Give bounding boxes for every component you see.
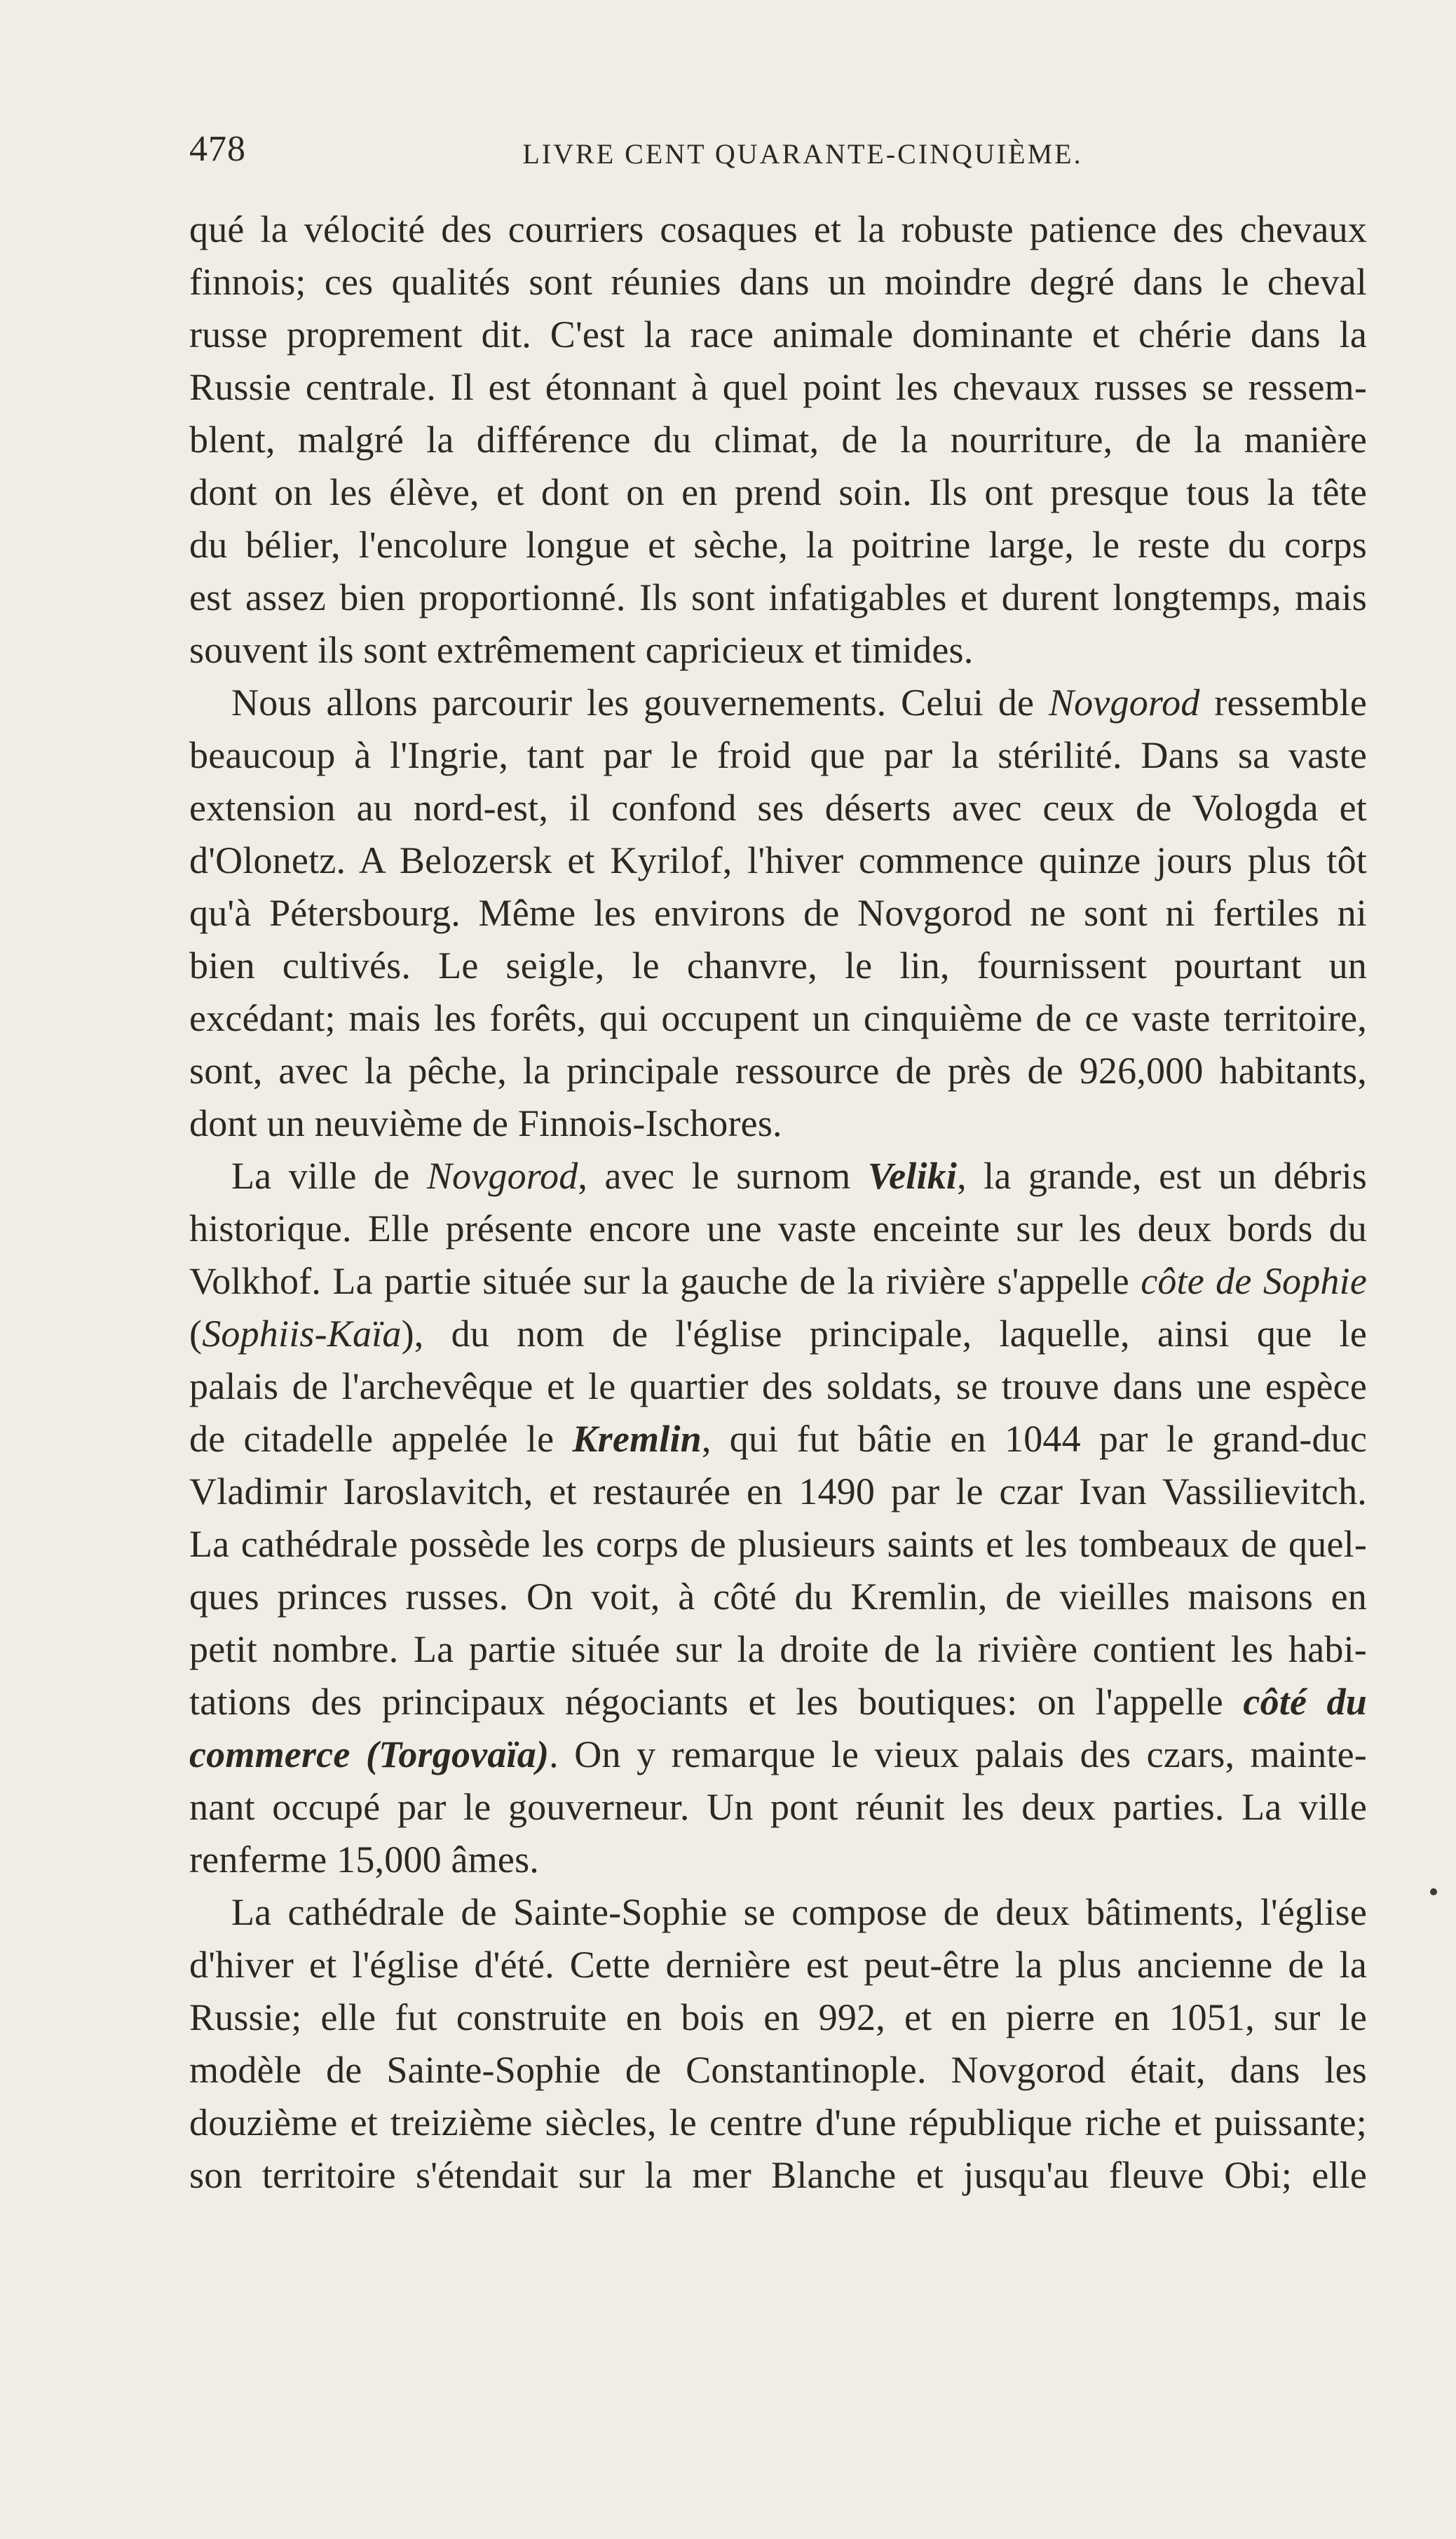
text-line: bien cultivés. Le seigle, le chanvre, le lin, fournissent pourtant un <box>189 944 1367 987</box>
text-line: Vladimir Iaroslavitch, et restaurée en 1490 par le czar Ivan Vassilievitch. <box>189 1470 1367 1512</box>
text-line: historique. Elle présente encore une vaste enceinte sur les deux bords du <box>189 1207 1367 1250</box>
text-line: renferme 15,000 âmes. <box>189 1839 540 1881</box>
text-line: (Sophiis-Kaïa), du nom de l'église principale, laquelle, ainsi que le <box>189 1313 1367 1355</box>
text-line: qu'à Pétersbourg. Même les environs de Novgorod ne sont ni fertiles ni <box>189 892 1367 934</box>
text-line: La ville de Novgorod, avec le surnom Veliki, la grande, est un débris <box>231 1155 1367 1197</box>
text-line: finnois; ces qualités sont réunies dans un moindre degré dans le cheval <box>189 261 1367 303</box>
text-line: tations des principaux négociants et les boutiques: on l'appelle côté du <box>189 1681 1367 1723</box>
text-line: petit nombre. La partie située sur la droite de la rivière contient les habi- <box>189 1628 1367 1670</box>
text-line: souvent ils sont extrêmement capricieux et timides. <box>189 629 974 671</box>
text-line: Russie centrale. Il est étonnant à quel point les chevaux russes se ressem- <box>189 366 1367 408</box>
italic-term: Sophiis-Kaïa <box>202 1313 402 1355</box>
running-head: LIVRE CENT QUARANTE-CINQUIÈME. <box>522 138 1083 170</box>
italic-term: Novgorod <box>1048 682 1200 724</box>
text-line: commerce (Torgovaïa). On y remarque le vieux palais des czars, mainte- <box>189 1733 1367 1775</box>
italic-term: Kremlin <box>572 1418 702 1460</box>
text-line: son territoire s'étendait sur la mer Blanche et jusqu'au fleuve Obi; elle <box>189 2154 1367 2196</box>
text-line: d'Olonetz. A Belozersk et Kyrilof, l'hiver commence quinze jours plus tôt <box>189 839 1367 881</box>
page-header <box>189 125 1367 181</box>
text-line: blent, malgré la différence du climat, de la nourriture, de la manière <box>189 419 1367 461</box>
text-line: beaucoup à l'Ingrie, tant par le froid que par la stérilité. Dans sa vaste <box>189 734 1367 776</box>
text-line: extension au nord-est, il confond ses déserts avec ceux de Vologda et <box>189 787 1367 829</box>
ink-spot <box>1430 1888 1437 1895</box>
text-line: russe proprement dit. C'est la race animale dominante et chérie dans la <box>189 313 1367 356</box>
text-line: dont on les élève, et dont on en prend soin. Ils ont presque tous la tête <box>189 471 1367 513</box>
text-line: dont un neuvième de Finnois-Ischores. <box>189 1102 782 1144</box>
italic-term: Novgorod <box>426 1155 578 1197</box>
text-line: est assez bien proportionné. Ils sont infatigables et durent longtemps, mais <box>189 576 1367 618</box>
page-number: 478 <box>189 129 246 169</box>
text-line: d'hiver et l'église d'été. Cette dernière est peut-être la plus ancienne de la <box>189 1944 1367 1986</box>
text-line: modèle de Sainte-Sophie de Constantinople. Novgorod était, dans les <box>189 2049 1367 2091</box>
text-line: Volkhof. La partie située sur la gauche de la rivière s'appelle côte de Sophie <box>189 1260 1367 1302</box>
text-line: nant occupé par le gouverneur. Un pont réunit les deux parties. La ville <box>189 1786 1367 1828</box>
text-line: La cathédrale possède les corps de plusieurs saints et les tombeaux de quel- <box>189 1523 1367 1565</box>
text-line: de citadelle appelée le Kremlin, qui fut bâtie en 1044 par le grand-duc <box>189 1418 1368 1460</box>
italic-term: Veliki <box>867 1155 958 1197</box>
text-line: sont, avec la pêche, la principale ressource de près de 926,000 habitants, <box>189 1050 1367 1092</box>
italic-term: côte de Sophie <box>1141 1260 1367 1302</box>
text-line: excédant; mais les forêts, qui occupent un cinquième de ce vaste territoire, <box>189 997 1367 1039</box>
text-line: du bélier, l'encolure longue et sèche, la poitrine large, le reste du corps <box>189 524 1367 566</box>
text-line: Russie; elle fut construite en bois en 992, et en pierre en 1051, sur le <box>189 1996 1367 2038</box>
text-line: Nous allons parcourir les gouvernements. Celui de Novgorod ressemble <box>231 682 1367 724</box>
italic-term: commerce (Torgovaïa) <box>189 1733 550 1775</box>
text-line: La cathédrale de Sainte-Sophie se compose de deux bâtiments, l'église <box>231 1891 1367 1933</box>
text-line: palais de l'archevêque et le quartier des soldats, se trouve dans une espèce <box>189 1365 1367 1407</box>
text-line: ques princes russes. On voit, à côté du Kremlin, de vieilles maisons en <box>189 1576 1367 1618</box>
text-line: qué la vélocité des courriers cosaques et la robuste patience des chevaux <box>189 208 1367 250</box>
text-line: douzième et treizième siècles, le centre d'une république riche et puissante; <box>189 2101 1367 2144</box>
body-text <box>189 203 1367 2202</box>
italic-term: côté du <box>1243 1681 1367 1723</box>
